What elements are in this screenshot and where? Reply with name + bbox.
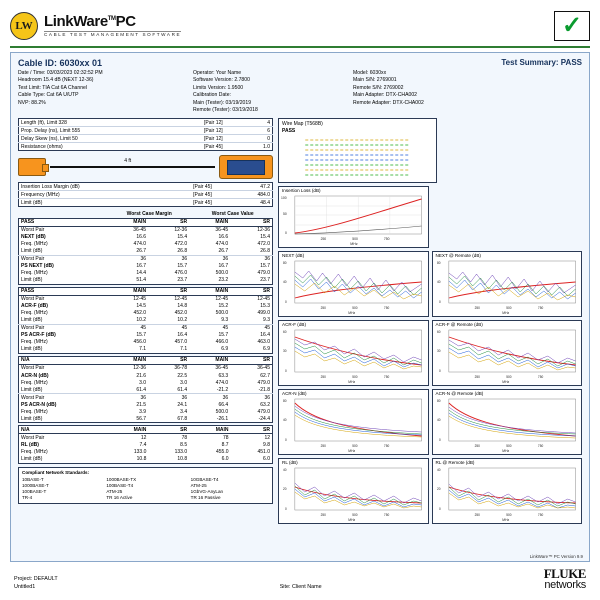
svg-text:500: 500: [352, 237, 358, 242]
svg-text:40: 40: [436, 468, 440, 473]
meta-software-version: Software Version: 2.7800: [193, 77, 250, 84]
chart-title: NEXT @ Remote (dB): [435, 253, 481, 259]
compliant-standards: [18, 467, 273, 505]
compliant-list: [22, 477, 269, 502]
rl-charts: [278, 458, 582, 524]
svg-text:250: 250: [474, 375, 480, 380]
table-row: Limit (dB) [Pair 45] 48.4: [21, 199, 270, 206]
table-row: Worst Case Margin Worst Case Value: [126, 210, 254, 217]
svg-text:MHz: MHz: [350, 242, 358, 247]
meta-headroom: Headroom 15.4 dB (NEXT 12-36): [18, 77, 94, 84]
check-icon: ✓: [561, 12, 583, 39]
svg-text:MHz: MHz: [348, 380, 356, 385]
svg-text:250: 250: [474, 306, 480, 311]
chart-insertion-loss: [278, 186, 429, 248]
linkware-version: LinkWare™ PC Version 9.9: [529, 554, 583, 559]
svg-text:750: 750: [537, 375, 543, 380]
file-label: Untitled1: [14, 583, 36, 590]
svg-text:0: 0: [438, 369, 441, 374]
table-row: ACR-N (dB) 21.6 22.5 63.3 62.7: [21, 372, 270, 379]
table-row: PS ACR-N (dB) 21.5 24.1 66.4 63.2: [21, 401, 270, 408]
cable-diagram: [18, 155, 273, 179]
table-row: Resistance (ohms) [Pair 45] 1.0: [21, 143, 270, 150]
table-row: RL (dB) 7.4 8.5 8.7 9.8: [21, 441, 270, 448]
networks-wordmark: networks: [544, 579, 586, 591]
svg-text:750: 750: [383, 513, 390, 518]
svg-text:60: 60: [282, 330, 287, 335]
top-charts: [278, 118, 582, 248]
cable-line: [50, 158, 215, 168]
pass-status-box: [554, 11, 590, 41]
chart-title: RL (dB): [282, 460, 298, 466]
svg-text:250: 250: [320, 375, 326, 380]
svg-text:MHz: MHz: [348, 311, 356, 316]
svg-text:500: 500: [505, 513, 512, 518]
table-row: PS NEXT (dB) 16.7 15.7 16.7 15.7: [21, 263, 270, 270]
meta-main-sn: Main S/N: 2769001: [353, 77, 397, 84]
table-row: Worst Pair 45 45 45 45: [21, 325, 270, 332]
svg-text:250: 250: [320, 513, 326, 518]
table-row: PASS MAIN SR MAIN SR: [19, 218, 273, 226]
svg-text:0: 0: [284, 369, 287, 374]
svg-text:100: 100: [280, 196, 287, 201]
wiremap-status: PASS: [282, 127, 296, 134]
meta-info: [18, 70, 582, 114]
table-row: Freq. (MHz) 133.0 133.0 455.0 451.0: [21, 448, 270, 455]
meta-remote-adapter: Remote Adapter: DTX-CHA002: [353, 99, 424, 106]
meta-nvp: NVP: 88.2%: [18, 99, 46, 106]
table-row: PASS MAIN SR MAIN SR: [19, 287, 273, 295]
tester-screen: [227, 160, 265, 175]
meta-remote-tester: Remote (Tester): 03/19/2018: [193, 106, 258, 113]
table-row: Limit (dB) 10.2 10.2 9.3 9.3: [19, 317, 273, 325]
table-row: Limit (dB) 51.4 23.7 23.2 23.7: [21, 277, 270, 284]
basic-measurements-table: [18, 118, 273, 151]
svg-text:750: 750: [537, 513, 543, 518]
table-row: Limit (dB) 56.7 67.8 -26.1 -24.4: [21, 415, 270, 422]
wiremap-title: Wire Map (T568B): [282, 121, 323, 128]
chart-next-remote: [432, 251, 583, 317]
table-row: Freq. (MHz) 14.4 476.0 500.0 479.0: [21, 270, 270, 277]
table-row: Freq. (MHz) 452.0 452.0 500.0 499.0: [21, 310, 270, 317]
content-columns: [18, 118, 582, 524]
chart-acrf-main: [278, 320, 429, 386]
svg-text:MHz: MHz: [501, 518, 509, 523]
insertion-loss-margin-table: [18, 182, 273, 207]
table-row: Length (ft), Limit 328 [Pair 12] 4: [19, 119, 273, 127]
report-header: [10, 8, 590, 44]
svg-text:500: 500: [505, 306, 512, 311]
table-row: Limit (dB) 26.7 26.8 26.7 26.8: [19, 248, 273, 256]
table-row: Delay Skew (ns), Limit 50 [Pair 12] 0: [19, 135, 273, 143]
fluke-logo: [544, 567, 586, 591]
svg-text:MHz: MHz: [501, 311, 509, 316]
meta-col-1: [18, 70, 193, 114]
compliant-title: Compliant Network Standards:: [22, 469, 90, 475]
fluke-wordmark: FLUKE: [543, 566, 586, 581]
chart-title: ACR-F (dB): [282, 322, 306, 328]
table-row: PS ACR-F (dB) 15.7 16.4 15.7 16.4: [21, 332, 270, 339]
chart-title: ACR-N @ Remote (dB): [435, 391, 484, 397]
table-row: Worst Pair 36 36 36 36: [21, 394, 270, 401]
brand-block: [10, 12, 181, 40]
table-row: Limit (dB) 10.8 10.8 6.0 6.0: [21, 455, 270, 462]
svg-text:40: 40: [436, 280, 440, 285]
svg-text:30: 30: [436, 349, 440, 354]
table-row: Worst Pair 36-45 12-36 36-45 12-36: [21, 226, 270, 233]
svg-text:80: 80: [282, 261, 287, 266]
svg-text:250: 250: [320, 306, 326, 311]
meta-model: Model: 6030xx: [353, 70, 387, 76]
svg-text:50: 50: [282, 212, 287, 217]
table-row: Insertion Loss Margin (dB) [Pair 45] 47.2: [19, 183, 273, 191]
meta-limits-version: Limits Version: 1.9500: [193, 84, 244, 91]
table-row: N/A MAIN SR MAIN SR: [19, 426, 273, 434]
svg-text:0: 0: [284, 507, 287, 512]
linkware-logo-icon: [10, 12, 38, 40]
svg-text:MHz: MHz: [348, 449, 356, 454]
svg-text:500: 500: [352, 444, 358, 449]
svg-text:250: 250: [320, 444, 326, 449]
next-charts: [278, 251, 582, 317]
table-row: NEXT (dB) 16.6 15.4 16.6 15.4: [21, 233, 270, 240]
results-block-acrn: [18, 356, 273, 423]
compliant-col-2: 1000BASE-TX 100BASE-T4 ATM-25 TR 16 Active: [106, 476, 137, 501]
chart-title: ACR-N (dB): [282, 391, 307, 397]
svg-text:80: 80: [282, 399, 287, 404]
meta-main-tester: Main (Tester): 03/19/2019: [193, 99, 252, 106]
svg-text:MHz: MHz: [501, 380, 509, 385]
table-row: Worst Pair 36 36 36 36: [21, 256, 270, 263]
svg-text:40: 40: [282, 468, 287, 473]
brand-text: [44, 14, 181, 38]
svg-text:0: 0: [438, 507, 441, 512]
svg-text:500: 500: [505, 375, 512, 380]
wiremap-panel: [278, 118, 437, 183]
table-row: Freq. (MHz) 3.0 3.0 474.0 479.0: [21, 379, 270, 386]
svg-text:500: 500: [352, 306, 358, 311]
table-row: Worst Pair 12-36 36-78 36-45 36-45: [21, 365, 270, 372]
svg-text:0: 0: [284, 300, 287, 305]
svg-text:500: 500: [352, 513, 358, 518]
test-summary: Test Summary: PASS: [501, 58, 582, 67]
svg-text:250: 250: [474, 444, 480, 449]
meta-calibration-date: Calibration Date:: [193, 92, 231, 99]
svg-text:20: 20: [282, 487, 287, 492]
table-row: Limit (dB) 7.1 7.1 6.9 6.9: [21, 346, 270, 353]
chart-rl-main: [278, 458, 429, 524]
svg-text:60: 60: [436, 330, 440, 335]
site-label: Site: Client Name: [279, 583, 322, 590]
meta-operator: Operator: Your Name: [193, 70, 242, 76]
results-block-rl: [18, 425, 273, 463]
svg-text:750: 750: [537, 444, 543, 449]
chart-title: ACR-F @ Remote (dB): [435, 322, 483, 328]
chart-acrn-remote: [432, 389, 583, 455]
compliant-col-3: 10GBASE-T4 ATM-25 1GbVG-AnyLan TR 16 Passive: [190, 476, 224, 501]
table-row: ACR-F (dB) 14.5 14.8 15.2 15.3: [21, 303, 270, 310]
svg-text:750: 750: [383, 306, 390, 311]
svg-text:0: 0: [284, 438, 287, 443]
svg-text:750: 750: [537, 306, 543, 311]
remote-tester-icon: [219, 155, 273, 179]
meta-date: Date / Time: 03/03/2023 02:32:52 PM: [18, 70, 103, 76]
chart-title: RL @ Remote (dB): [435, 460, 475, 466]
right-column: [278, 118, 582, 524]
brand-title: LinkWare™PC: [44, 13, 136, 31]
results-column-headers: [18, 210, 273, 217]
table-row: Worst Pair 12 78 78 12: [21, 434, 270, 441]
header-divider: [10, 46, 590, 48]
table-row: Prop. Delay (ns), Limit 555 [Pair 12] 6: [19, 127, 273, 135]
results-block-next: [18, 218, 273, 285]
table-row: Frequency (MHz) [Pair 45] 484.0: [19, 191, 273, 199]
compliant-col-1: 10BASE-T 1000BASE-T 100BASE-T TR-4: [22, 476, 49, 501]
brand-subtitle: CABLE TEST MANAGEMENT SOFTWARE: [44, 31, 182, 37]
logo-text: LW: [15, 20, 33, 32]
left-column: [18, 118, 273, 524]
svg-text:250: 250: [320, 237, 327, 242]
svg-text:MHz: MHz: [501, 449, 509, 454]
meta-cable-type: Cable Type: Cat 6A U/UTP: [18, 92, 79, 99]
cable-id-row: [18, 58, 582, 68]
svg-text:750: 750: [383, 444, 390, 449]
svg-text:750: 750: [383, 375, 390, 380]
acrn-charts: [278, 389, 582, 455]
svg-text:500: 500: [352, 375, 358, 380]
table-row: Freq. (MHz) 3.9 3.4 500.0 479.0: [21, 408, 270, 415]
cable-plug-icon: [18, 158, 46, 176]
svg-text:80: 80: [436, 261, 440, 266]
table-row: Worst Pair 12-45 12-45 12-45 12-45: [21, 296, 270, 303]
acrf-charts: [278, 320, 582, 386]
results-block-acrf: [18, 287, 273, 354]
svg-text:0: 0: [284, 231, 287, 236]
chart-next-main: [278, 251, 429, 317]
project-label: Project: DEFAULT: [14, 575, 58, 582]
svg-text:MHz: MHz: [348, 518, 356, 523]
svg-text:80: 80: [436, 399, 440, 404]
cable-length-label: 4 ft: [124, 158, 132, 165]
chart-acrn-main: [278, 389, 429, 455]
table-row: Freq. (MHz) 456.0 457.0 466.0 463.0: [21, 339, 270, 346]
meta-remote-sn: Remote S/N: 2769002: [353, 84, 404, 91]
meta-main-adapter: Main Adapter: DTX-CHA002: [353, 92, 417, 99]
svg-text:0: 0: [438, 300, 441, 305]
table-row: Freq. (MHz) 474.0 472.0 474.0 472.0: [21, 240, 270, 247]
report-footer: [10, 567, 590, 591]
meta-test-limit: Test Limit: TIA Cat 6A Channel: [18, 84, 87, 91]
meta-col-2: [193, 70, 353, 114]
chart-acrf-remote: [432, 320, 583, 386]
cable-id: Cable ID: 6030xx 01: [18, 58, 103, 68]
svg-text:40: 40: [436, 418, 440, 423]
footer-left: [14, 575, 58, 591]
svg-text:40: 40: [282, 418, 287, 423]
svg-text:40: 40: [282, 280, 287, 285]
svg-text:250: 250: [474, 513, 480, 518]
chart-title: Insertion Loss (dB): [282, 188, 321, 194]
svg-text:0: 0: [438, 438, 441, 443]
table-row: Limit (dB) 61.4 61.4 -21.2 -21.8: [19, 386, 273, 394]
report-body: [10, 52, 590, 562]
chart-title: NEXT (dB): [282, 253, 305, 259]
meta-col-3: [353, 70, 582, 114]
svg-text:30: 30: [282, 349, 287, 354]
table-row: N/A MAIN SR MAIN SR: [19, 357, 273, 365]
svg-text:750: 750: [383, 237, 390, 242]
svg-text:500: 500: [505, 444, 512, 449]
wiremap-graphic: [282, 136, 433, 180]
svg-text:20: 20: [436, 487, 440, 492]
chart-rl-remote: [432, 458, 583, 524]
